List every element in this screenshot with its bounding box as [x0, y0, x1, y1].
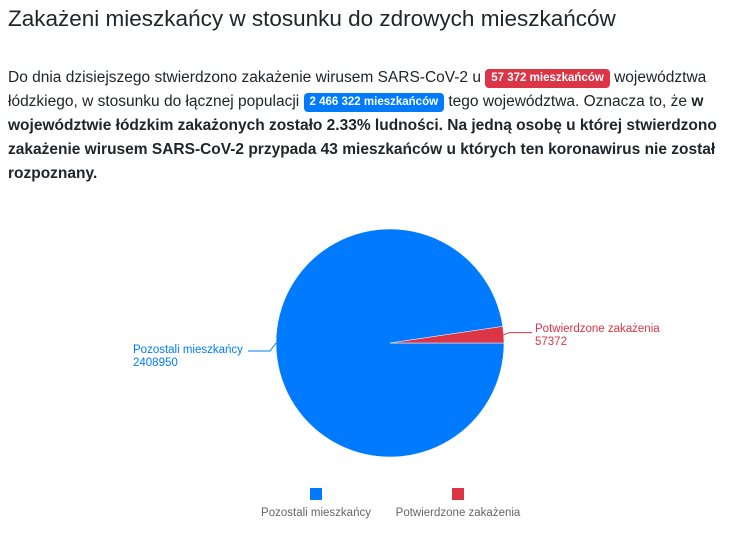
- page-title: Zakażeni mieszkańcy w stosunku do zdrowych mieszkańców: [8, 6, 616, 31]
- population-count-badge: 2 466 322 mieszkańców: [304, 93, 445, 112]
- data-label-healthy-name: Pozostali mieszkańcy: [133, 344, 243, 356]
- summary-text-2: województwa łódzkiego, w stosunku do łącznej populacji: [8, 69, 707, 110]
- legend-label-infected: Potwierdzone zakażenia: [395, 507, 521, 519]
- legend-swatch-infected: [452, 488, 464, 500]
- legend-item-healthy[interactable]: [236, 488, 396, 519]
- leader-line-infected: [504, 333, 532, 335]
- leader-line-healthy: [248, 343, 276, 351]
- legend-item-infected[interactable]: [378, 488, 538, 519]
- chart-legend: [0, 488, 743, 528]
- legend-label-healthy: Pozostali mieszkańcy: [261, 507, 371, 519]
- summary-text-1: Do dnia dzisiejszego stwierdzono zakażenie wirusem SARS-CoV-2 u: [8, 69, 486, 86]
- legend-swatch-healthy: [310, 488, 322, 500]
- data-label-infected-value: 57372: [535, 336, 567, 348]
- data-label-infected-name: Potwierdzone zakażenia: [535, 323, 660, 335]
- data-label-healthy-value: 2408950: [133, 357, 178, 369]
- summary-text-3: tego województwa. Oznacza to, że: [444, 93, 692, 110]
- summary-bold-conclusion: w województwie łódzkim zakażonych zostało 2.33% ludności. Na jedną osobę u której stwierdzono zakażenie wirusem SARS-CoV-2 przypada 43 mieszkańców u których ten koronawirus nie został rozpoznany.: [8, 93, 717, 182]
- infected-count-badge: 57 372 mieszkańców: [485, 69, 610, 88]
